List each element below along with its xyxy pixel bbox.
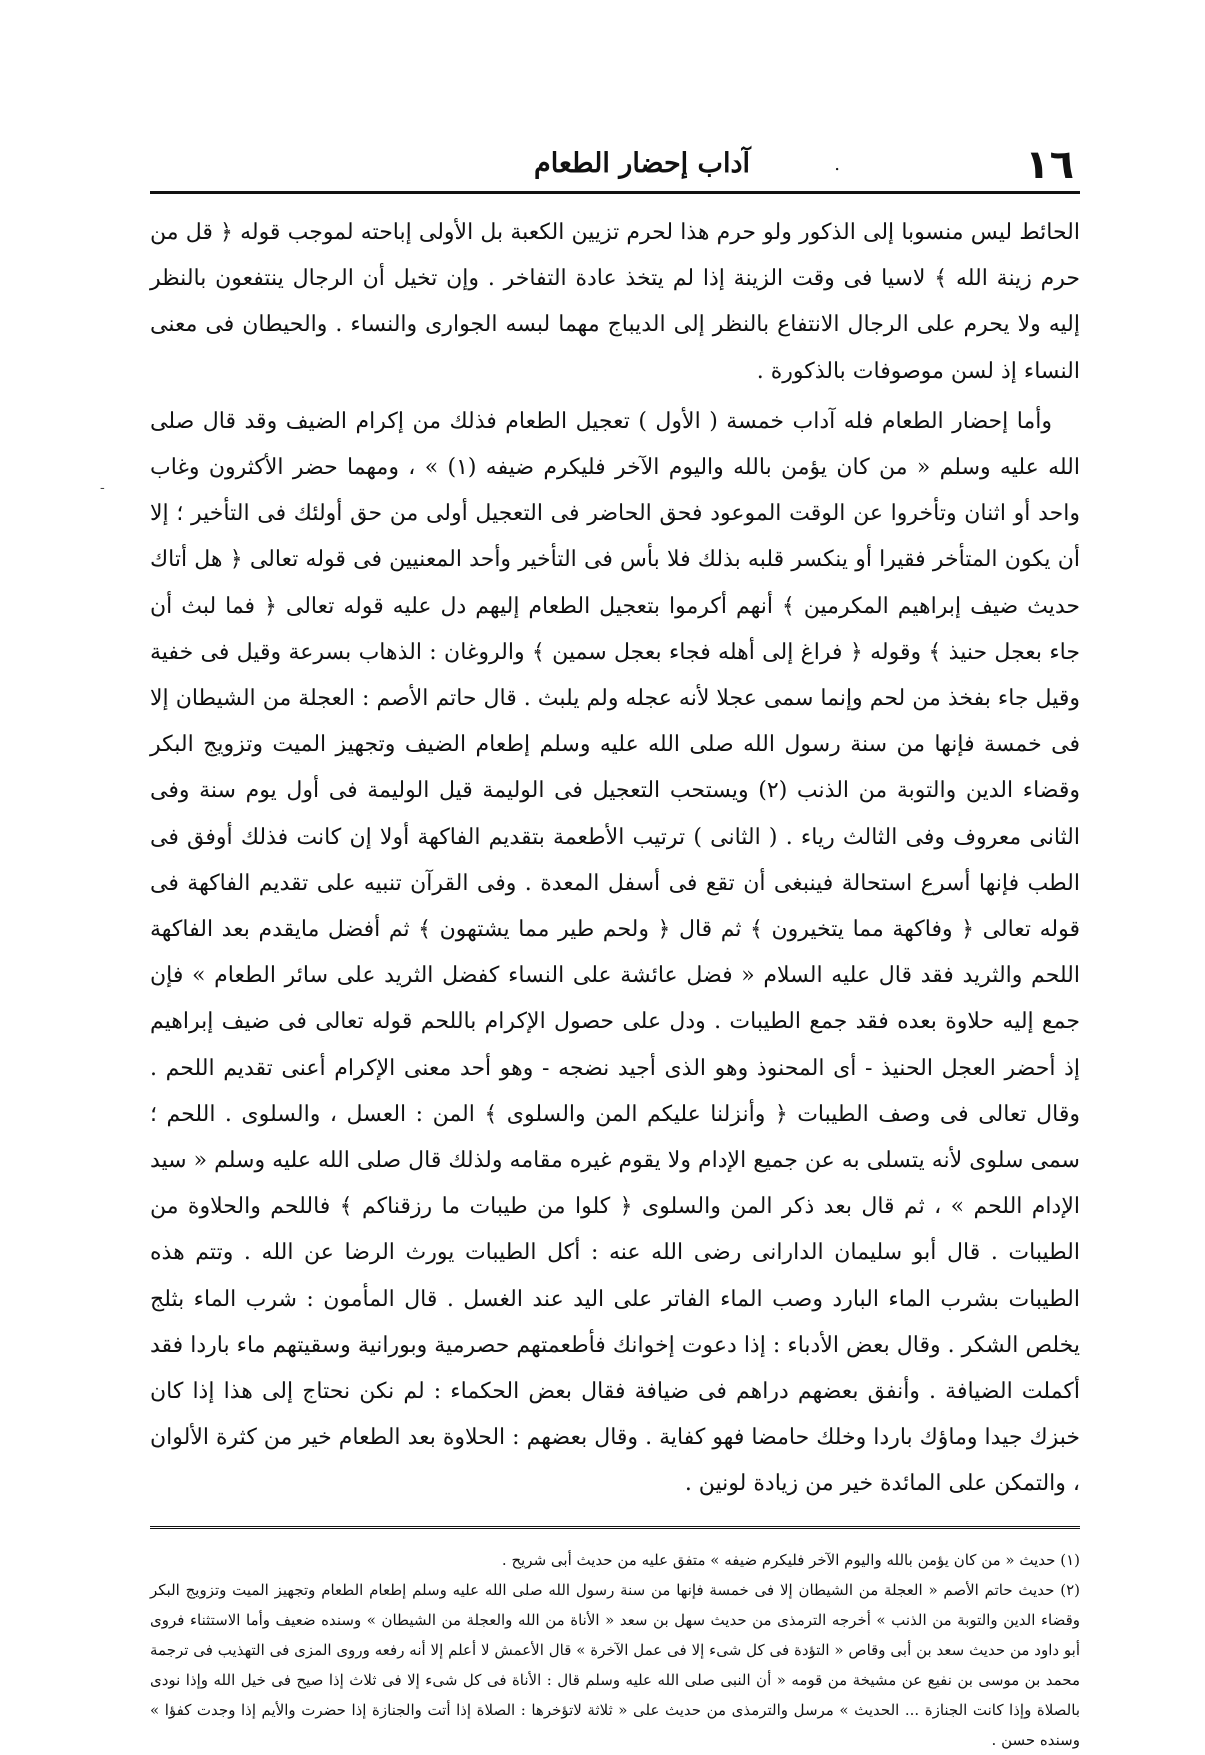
footnote (150, 1575, 1080, 1755)
margin-mark: - (100, 480, 105, 496)
paragraph: وأما إحضار الطعام فله آداب خمسة ( الأول ) تعجيل الطعام فذلك من إكرام الضيف وقد قال صلى الله عليه وسلم « من كان يؤمن بالله واليوم الآخر فليكرم ضيفه (١) » ، ومهما حضر الأكثرون وغاب واحد أو اثنان وتأخروا عن الوقت الموعود فحق الحاضر فى التعجيل أولى من حق أولئك فى التأخير ؛ إلا أن يكون المتأخر فقيرا أو ينكسر قلبه بذلك فلا بأس فى التأخير وأحد المعنيين فى قوله تعالى ﴿ هل أتاك حديث ضيف إبراهيم المكرمين ﴾ أنهم أكرموا بتعجيل الطعام إليهم دل عليه قوله تعالى ﴿ فما لبث أن جاء بعجل حنيذ ﴾ وقوله ﴿ فراغ إلى أهله فجاء بعجل سمين ﴾ والروغان : الذهاب بسرعة وقيل فى خفية وقيل جاء بفخذ من لحم وإنما سمى عجلا لأنه عجله ولم يلبث . قال حاتم الأصم : العجلة من الشيطان إلا فى خمسة فإنها من سنة رسول الله صلى الله عليه وسلم إطعام الضيف وتجهيز الميت وتزويج البكر وقضاء الدين والتوبة من الذنب (٢) ويستحب التعجيل فى الوليمة قيل الوليمة فى أول يوم سنة وفى الثانى معروف وفى الثالث رياء . ( الثانى ) ترتيب الأطعمة بتقديم الفاكهة أولا إن كانت فذلك أوفق فى الطب فإنها أسرع استحالة فينبغى أن تقع فى أسفل المعدة . وفى القرآن تنبيه على تقديم الفاكهة فى قوله تعالى ﴿ وفاكهة مما يتخيرون ﴾ ثم قال ﴿ ولحم طير مما يشتهون ﴾ ثم أفضل مايقدم بعد الفاكهة اللحم والثريد فقد قال عليه السلام « فضل عائشة على النساء كفضل الثريد على سائر الطعام » فإن جمع إليه حلاوة بعده فقد جمع الطيبات . ودل على حصول الإكرام باللحم قوله تعالى فى ضيف إبراهيم إذ أحضر العجل الحنيذ - أى المحنوذ وهو الذى أجيد نضجه - وهو أحد معنى الإكرام أعنى تقديم اللحم . وقال تعالى فى وصف الطيبات ﴿ وأنزلنا عليكم المن والسلوى ﴾ المن : العسل ، والسلوى . اللحم ؛ سمى سلوى لأنه يتسلى به عن جميع الإدام ولا يقوم غيره مقامه ولذلك قال صلى الله عليه وسلم « سيد الإدام اللحم » ، ثم قال بعد ذكر المن والسلوى ﴿ كلوا من طيبات ما رزقناكم ﴾ فاللحم والحلاوة من الطيبات . قال أبو سليمان الدارانى رضى الله عنه : أكل الطيبات يورث الرضا عن الله . وتتم هذه الطيبات بشرب الماء البارد وصب الماء الفاتر على اليد عند الغسل . قال المأمون : شرب الماء بثلج يخلص الشكر . وقال بعض الأدباء : إذا دعوت إخوانك فأطعمتهم حصرمية وبورانية وسقيتهم ماء باردا فقد أكملت الضيافة . وأنفق بعضهم دراهم فى ضيافة فقال بعض الحكماء : لم نكن نحتاج إلى هذا إذا كان خبزك جيدا وماؤك باردا وخلك حامضا فهو كفاية . وقال بعضهم : الحلاوة بعد الطعام خير من كثرة الألوان ، والتمكن على المائدة خير من زيادة لونين . (150, 408, 1080, 1497)
footnote (150, 1545, 1080, 1575)
footnotes (150, 1545, 1080, 1755)
paragraph: الحائط ليس منسوبا إلى الذكور ولو حرم هذا لحرم تزيين الكعبة بل الأولى إباحته لموجب قوله ﴿ قل من حرم زينة الله ﴾ لاسيا فى وقت الزينة إذا لم يتخذ عادة التفاخر . وإن تخيل أن الرجال ينتفعون بالنظر إليه ولا يحرم على الرجال الانتفاع بالنظر إلى الديباج مهما لبسه الجوارى والنساء . والحيطان فى معنى النساء إذ لسن موصوفات بالذكورة . (150, 220, 1080, 384)
header-rule (150, 191, 1080, 194)
page-header (150, 135, 1080, 188)
body-text (150, 210, 1080, 1508)
running-title: آداب إحضار الطعام (534, 148, 750, 179)
footnote-rule (150, 1526, 1080, 1529)
footnote-text: حديث « من كان يؤمن بالله واليوم الآخر فليكرم ضيفه » متفق عليه من حديث أبى شريح . (501, 1550, 1056, 1569)
header-dot: . (834, 154, 840, 175)
page-number: ١٦ (1025, 142, 1074, 188)
footnote-marker: (٢) (1060, 1580, 1080, 1599)
footnote-text: حديث حاتم الأصم « العجلة من الشيطان إلا فى خمسة فإنها من سنة رسول الله صلى الله عليه وسلم إطعام الطعام وتجهيز الميت وتزويج البكر وقضاء الدين والتوبة من الذنب » أخرجه الترمذى من حديث سهل بن سعد « الأناة من الله والعجلة من الشيطان » وسنده ضعيف وأما الاستثناء فروى أبو داود من حديث سعد بن أبى وقاص « التؤدة فى كل شىء إلا فى عمل الآخرة » قال الأعمش لا أعلم إلا أنه رفعه وروى المزى فى التهذيب فى ترجمة محمد بن موسى بن نفيع عن مشيخة من قومه « أن النبى صلى الله عليه وسلم قال : الأناة فى كل شىء إلا فى ثلاث إذا صيح فى خيل الله وإذا نودى بالصلاة وإذا كانت الجنازة ... الحديث » مرسل والترمذى من حديث على « ثلاثة لاتؤخرها : الصلاة إذا أتت والجنازة إذا حضرت والأيم إذا وجدت كفؤا » وسنده حسن . (150, 1580, 1080, 1749)
footnote-marker: (١) (1060, 1550, 1080, 1569)
book-page (150, 135, 1080, 1755)
